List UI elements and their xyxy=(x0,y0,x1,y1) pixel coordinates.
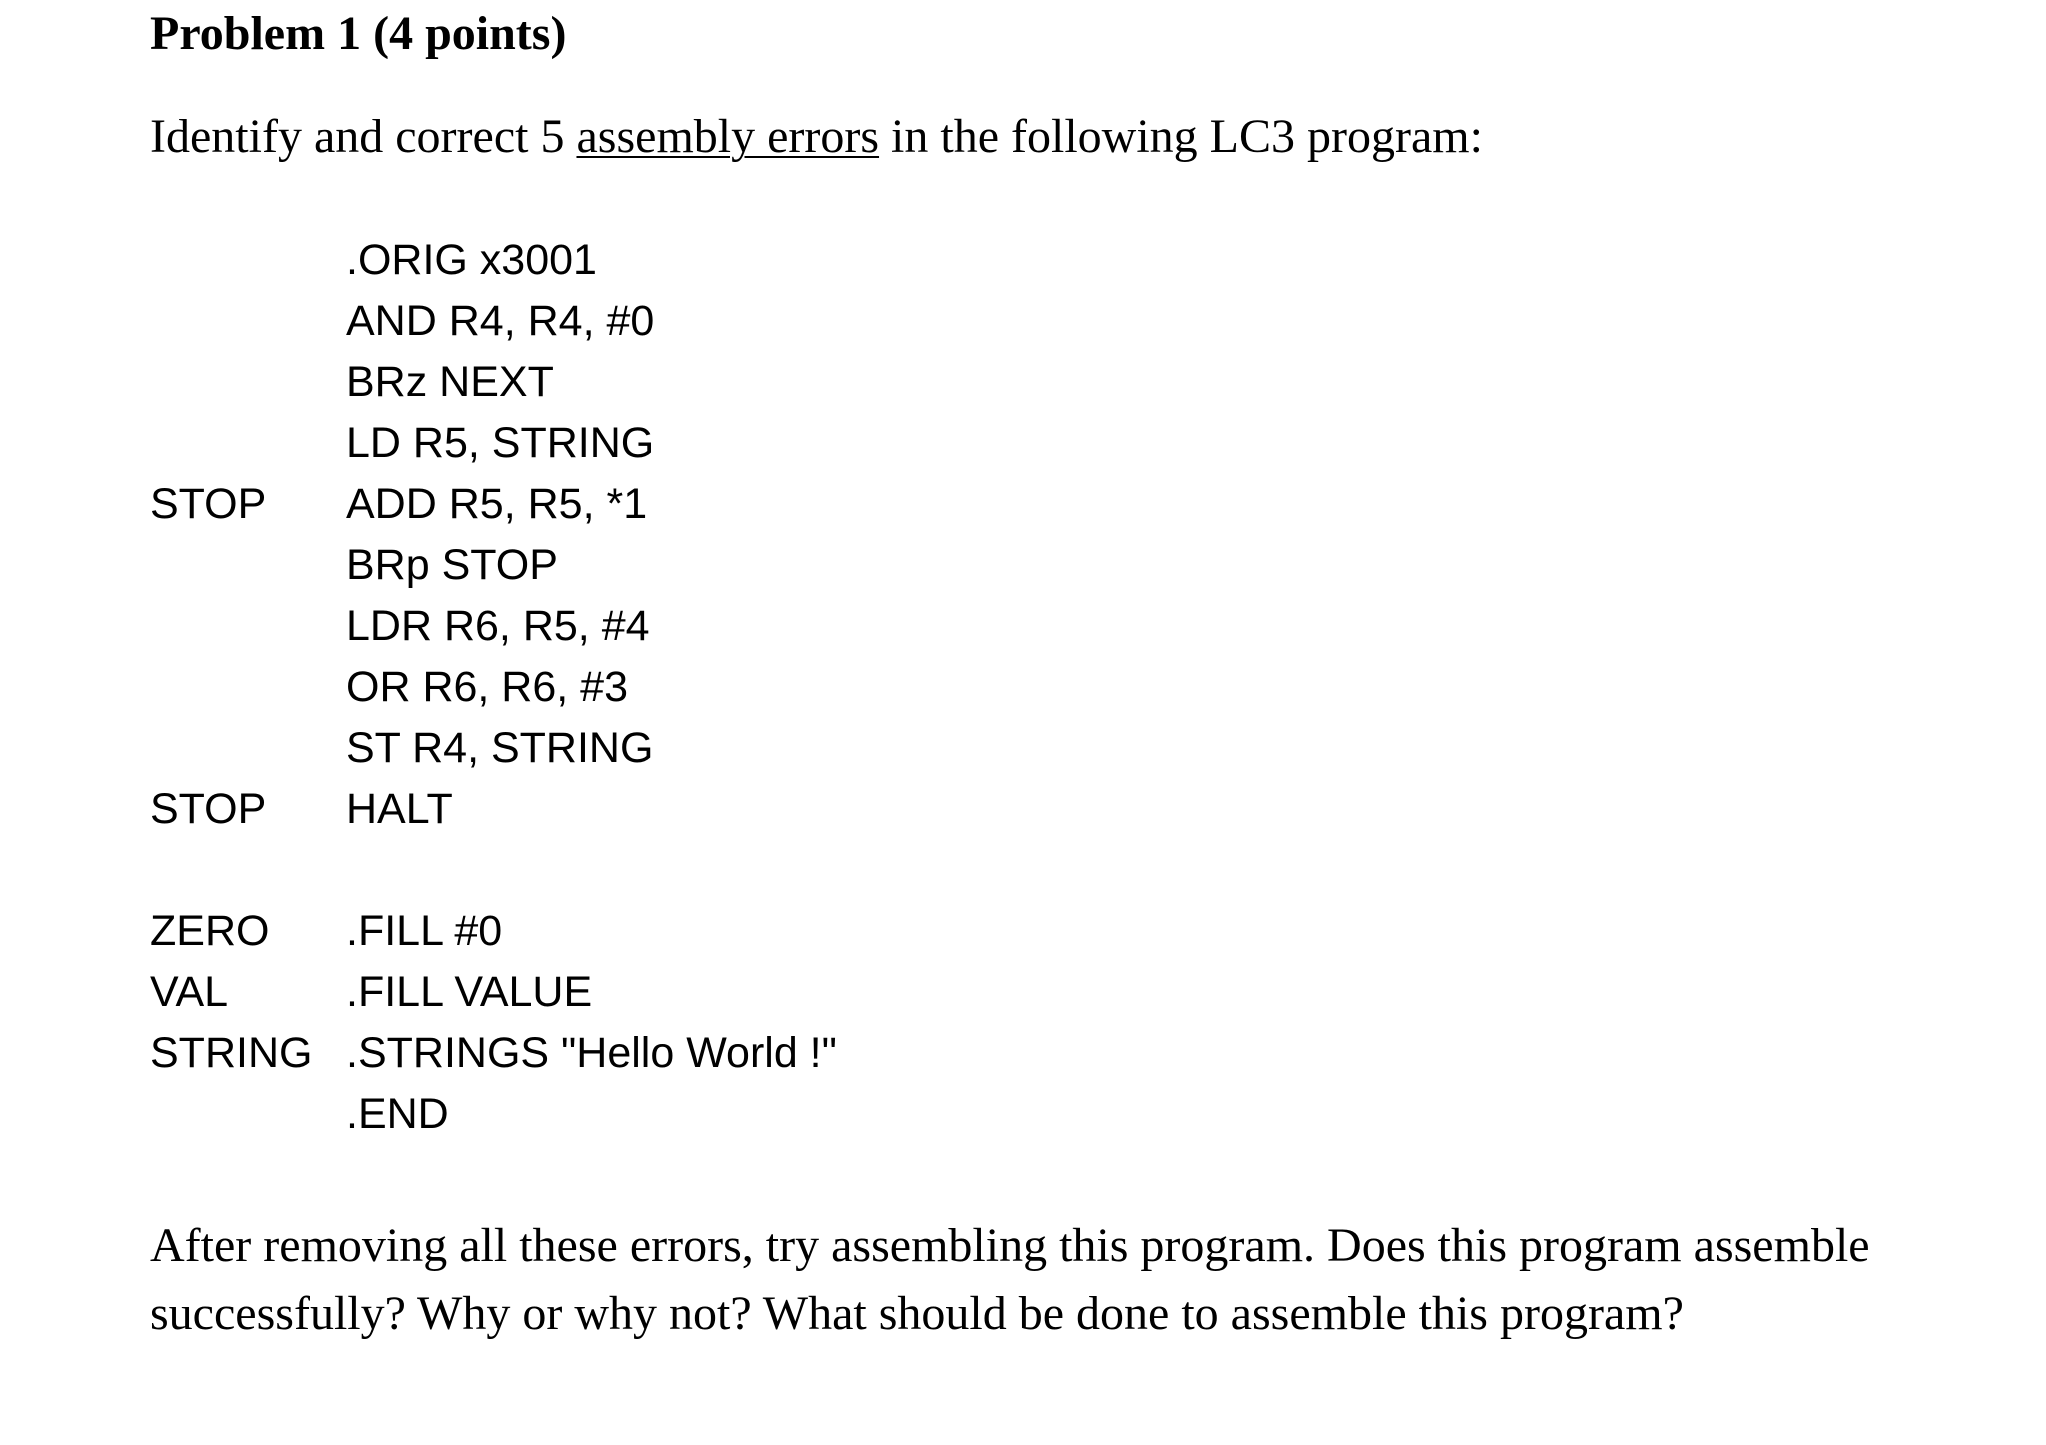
code-instruction: HALT xyxy=(346,785,453,833)
instructions-text-end: in the following LC3 program: xyxy=(879,110,1483,163)
code-instruction: BRp STOP xyxy=(346,541,558,589)
code-label: VAL xyxy=(150,968,229,1016)
code-instruction: .ORIG x3001 xyxy=(346,236,597,284)
code-label: STRING xyxy=(150,1029,313,1077)
problem-title: Problem 1 (4 points) xyxy=(150,7,567,60)
code-instruction: OR R6, R6, #3 xyxy=(346,663,628,711)
follow-up-line-2: successfully? Why or why not? What should be done to assemble this program? xyxy=(150,1287,1684,1340)
code-instruction: ADD R5, R5, *1 xyxy=(346,480,648,528)
code-instruction: .FILL VALUE xyxy=(346,968,593,1016)
code-instruction: ST R4, STRING xyxy=(346,724,654,772)
follow-up-question xyxy=(150,1212,2010,1348)
code-label: STOP xyxy=(150,785,267,833)
problem-instructions xyxy=(150,108,1483,166)
code-label: ZERO xyxy=(150,907,270,955)
instructions-underlined-text: assembly errors xyxy=(576,110,880,163)
code-instruction: LD R5, STRING xyxy=(346,419,655,467)
code-instruction: BRz NEXT xyxy=(346,358,554,406)
code-instruction: .STRINGS "Hello World !" xyxy=(346,1029,837,1077)
code-instruction: .END xyxy=(346,1090,449,1138)
code-instruction: .FILL #0 xyxy=(346,907,503,955)
code-label: STOP xyxy=(150,480,267,528)
instructions-text-start: Identify and correct 5 xyxy=(150,110,577,163)
code-instruction: LDR R6, R5, #4 xyxy=(346,602,650,650)
code-instruction: AND R4, R4, #0 xyxy=(346,297,655,345)
follow-up-line-1: After removing all these errors, try assembling this program. Does this program assemble xyxy=(150,1219,1870,1272)
